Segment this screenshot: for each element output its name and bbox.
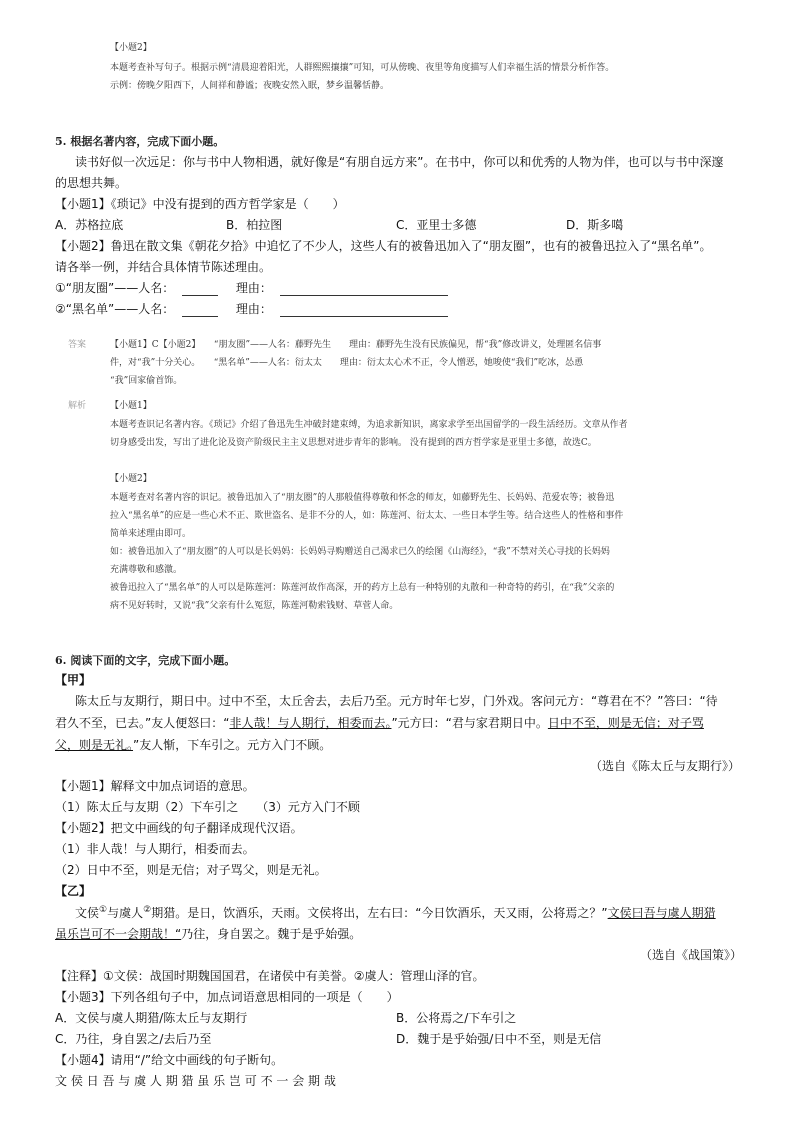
yi-l2-post: 乃往，身自罢之。魏于是乎始强。 [181,927,362,941]
yi-l1-c: 期猎。是日，饮酒乐，天雨。文侯将出，左右曰：“今日饮酒乐，天又雨，公将焉之？” [151,906,608,920]
q6-sub2-item-2: （2）日中不至，则是无信；对子骂父，则是无礼。 [55,863,327,877]
q6-sub4-text: 文 侯 日 吾 与 虞 人 期 猎 虽 乐 岂 可 不 一 会 期 哉 [55,1074,336,1088]
q5-sub1: 【小题1】《琐记》中没有提到的西方哲学家是（ ） [55,197,345,211]
answer-line-3: “我”回家偷首饰。 [110,376,183,386]
analysis-subtag-2: 【小题2】 [110,474,152,484]
fill-2-label: ②“黑名单”——人名： [55,302,175,316]
q6-sub3-option-c: C．乃往，身自罢之/去后乃至 [55,1032,212,1046]
q5-option-a: A．苏格拉底 [55,218,124,232]
analysis-2-line-5: 充满尊敬和感激。 [110,565,183,575]
analysis-1-line-1: 本题考查识记名著内容。《琐记》介绍了鲁迅先生冲破封建束缚，为追求新知识，离家求学至出国留学的一段生活经历。文章从作者 [110,420,628,430]
yi-l1-b: 与虞人 [107,906,144,920]
q5-option-d: D．斯多噶 [566,218,624,232]
jia-line-3 [55,736,331,753]
q5-heading: 5. 根据名著内容，完成下面小题。 [55,135,225,148]
q6-sub2-item-1: （1）非人哉！与人期行，相委而去。 [55,842,255,856]
q6-sub3-option-a: A．文侯与虞人期猎/陈太丘与友期行 [55,1011,248,1025]
section-yi: 【乙】 [55,884,92,898]
analysis-2-line-3: 简单来述理由即可。 [110,529,192,539]
jia-line-1: 陈太丘与友期行，期日中。过中不至，太丘舍去，去后乃至。元方时年七岁，门外戏。客问元方：“尊君在不？”答曰：“待 [75,694,718,708]
underline-sentence-2b: 父，则是无礼。 [55,738,134,752]
jia-l2-pre: 君久不至，已去。”友人便怒曰：“ [55,716,230,730]
fill-1-label: ①“朋友圈”——人名： [55,281,175,295]
name-blank-2[interactable] [182,305,218,317]
top-analysis-line: 本题考查补写句子。根据示例“清晨迎着阳光，人群熙熙攘攘”可知，可从傍晚、夜里等角度描写人们幸福生活的情景分析作答。 [110,63,615,73]
top-subtag: 【小题2】 [110,43,152,53]
q6-heading: 6. 阅读下面的文字，完成下面小题。 [55,654,236,667]
q6-sub3-option-b: B．公将焉之/下车引之 [396,1011,517,1025]
underline-sentence-2a: 日中不至，则是无信；对子骂 [547,716,704,730]
q6-sub1-items: （1）陈太丘与友期（2）下车引之 （3）元方入门不顾 [55,800,360,814]
top-example-line: 示例：傍晚夕阳西下，人间祥和静谧；夜晚安然入眠，梦乡温馨恬静。 [110,81,390,91]
q5-intro-2: 的思想共舞。 [55,176,128,190]
analysis-label: 解析 [68,401,87,411]
jia-l2-mid: ”元方曰：“君与家君期日中。 [391,716,548,730]
note-mark-1: ① [99,905,108,915]
reason-blank-2[interactable] [280,305,448,317]
reason-blank-1[interactable] [280,284,448,296]
q6-sub3: 【小题3】下列各组句子中，加点词语意思相同的一项是（ ） [55,990,399,1004]
analysis-2-line-4: 如：被鲁迅加入了“朋友圈”的人可以是长妈妈：长妈妈寻购赠送自己渴求已久的绘图《山海经》，“我”不禁对关心寻找的长妈妈 [110,547,610,557]
answer-line-2: 件，对“我”十分关心。 “黑名单”——人名：衍太太 理由：衍太太心术不正，令人憎恶，她唆使“我们”吃冰，怂恿 [110,358,584,368]
section-jia: 【甲】 [55,673,92,687]
q6-sub3-option-d: D．魏于是乎始强/日中不至，则是无信 [396,1032,602,1046]
analysis-subtag-1: 【小题1】 [110,401,152,411]
reason-label-1: 理由： [235,281,272,295]
name-blank-1[interactable] [182,284,218,296]
jia-l3-post: ”友人惭，下车引之。元方入门不顾。 [133,738,332,752]
answer-label: 答案 [68,340,87,350]
source-1: （选自《陈太丘与友期行》） [590,759,741,773]
q5-sub2-b: 请各举一例，并结合具体情节陈述理由。 [55,260,272,274]
underline-sentence-1: 非人哉！与人期行，相委而去。 [229,716,392,730]
annotation-note: 【注释】①文侯：战国时期魏国国君，在诸侯中有美誉。②虞人：管理山泽的官。 [55,969,485,983]
q6-sub4: 【小题4】请用“/”给文中画线的句子断句。 [55,1053,284,1067]
q5-option-b: B．柏拉图 [226,218,283,232]
yi-line-1 [75,904,716,921]
analysis-1-line-2: 切身感受出发，写出了进化论及资产阶级民主主义思想对进步青年的影响。 没有提到的西方哲学家是亚里士多德，故选C。 [110,438,597,448]
jia-line-2 [55,714,704,731]
q5-fill-1 [55,279,448,296]
yi-l1-a: 文侯 [75,906,100,920]
underline-sentence-3b: 虽乐岂可不一会期哉！“ [55,927,182,941]
source-2: （选自《战国策》） [640,948,743,962]
analysis-2-line-1: 本题考查对名著内容的识记。被鲁迅加入了“朋友圈”的人那般值得尊敬和怀念的师友，如藤野先生、长妈妈、范爱农等；被鲁迅 [110,493,615,503]
q6-sub1: 【小题1】解释文中加点词语的意思。 [55,779,255,793]
answer-line-1: 【小题1】C【小题2】 “朋友圈”——人名：藤野先生 理由：藤野先生没有民族偏见，帮“我”修改讲义，处理匿名信事 [110,340,602,350]
reason-label-2: 理由： [235,302,272,316]
analysis-2-line-7: 病不见好转时，又说“我”父亲有什么冤愆，陈莲河勒索钱财、草菅人命。 [110,601,399,611]
q5-intro-1: 读书好似一次远足：你与书中人物相遇，就好像是“有朋自远方来”。在书中，你可以和优秀的人物为伴，也可以与书中深邃 [75,155,724,169]
analysis-2-line-2: 拉入“黑名单”的应是一些心术不正、欺世盗名、是非不分的人，如：陈莲河、衍太太、一些日本学生等。结合这些人的性格和事件 [110,511,624,521]
q6-sub2: 【小题2】把文中画线的句子翻译成现代汉语。 [55,821,303,835]
note-mark-2: ② [143,905,152,915]
q5-fill-2 [55,300,448,317]
q5-sub2-a: 【小题2】鲁迅在散文集《朝花夕拾》中追忆了不少人，这些人有的被鲁迅加入了“朋友圈”，也有的被鲁迅拉入了“黑名单”。 [55,239,712,253]
analysis-2-line-6: 被鲁迅拉入了“黑名单”的人可以是陈莲河：陈莲河故作高深，开的药方上总有一种特别的丸散和一种奇特的药引，在“我”父亲的 [110,583,615,593]
yi-line-2 [55,925,361,942]
q5-option-c: C．亚里士多德 [396,218,477,232]
underline-sentence-3a: 文侯曰吾与虞人期猎 [607,906,716,920]
